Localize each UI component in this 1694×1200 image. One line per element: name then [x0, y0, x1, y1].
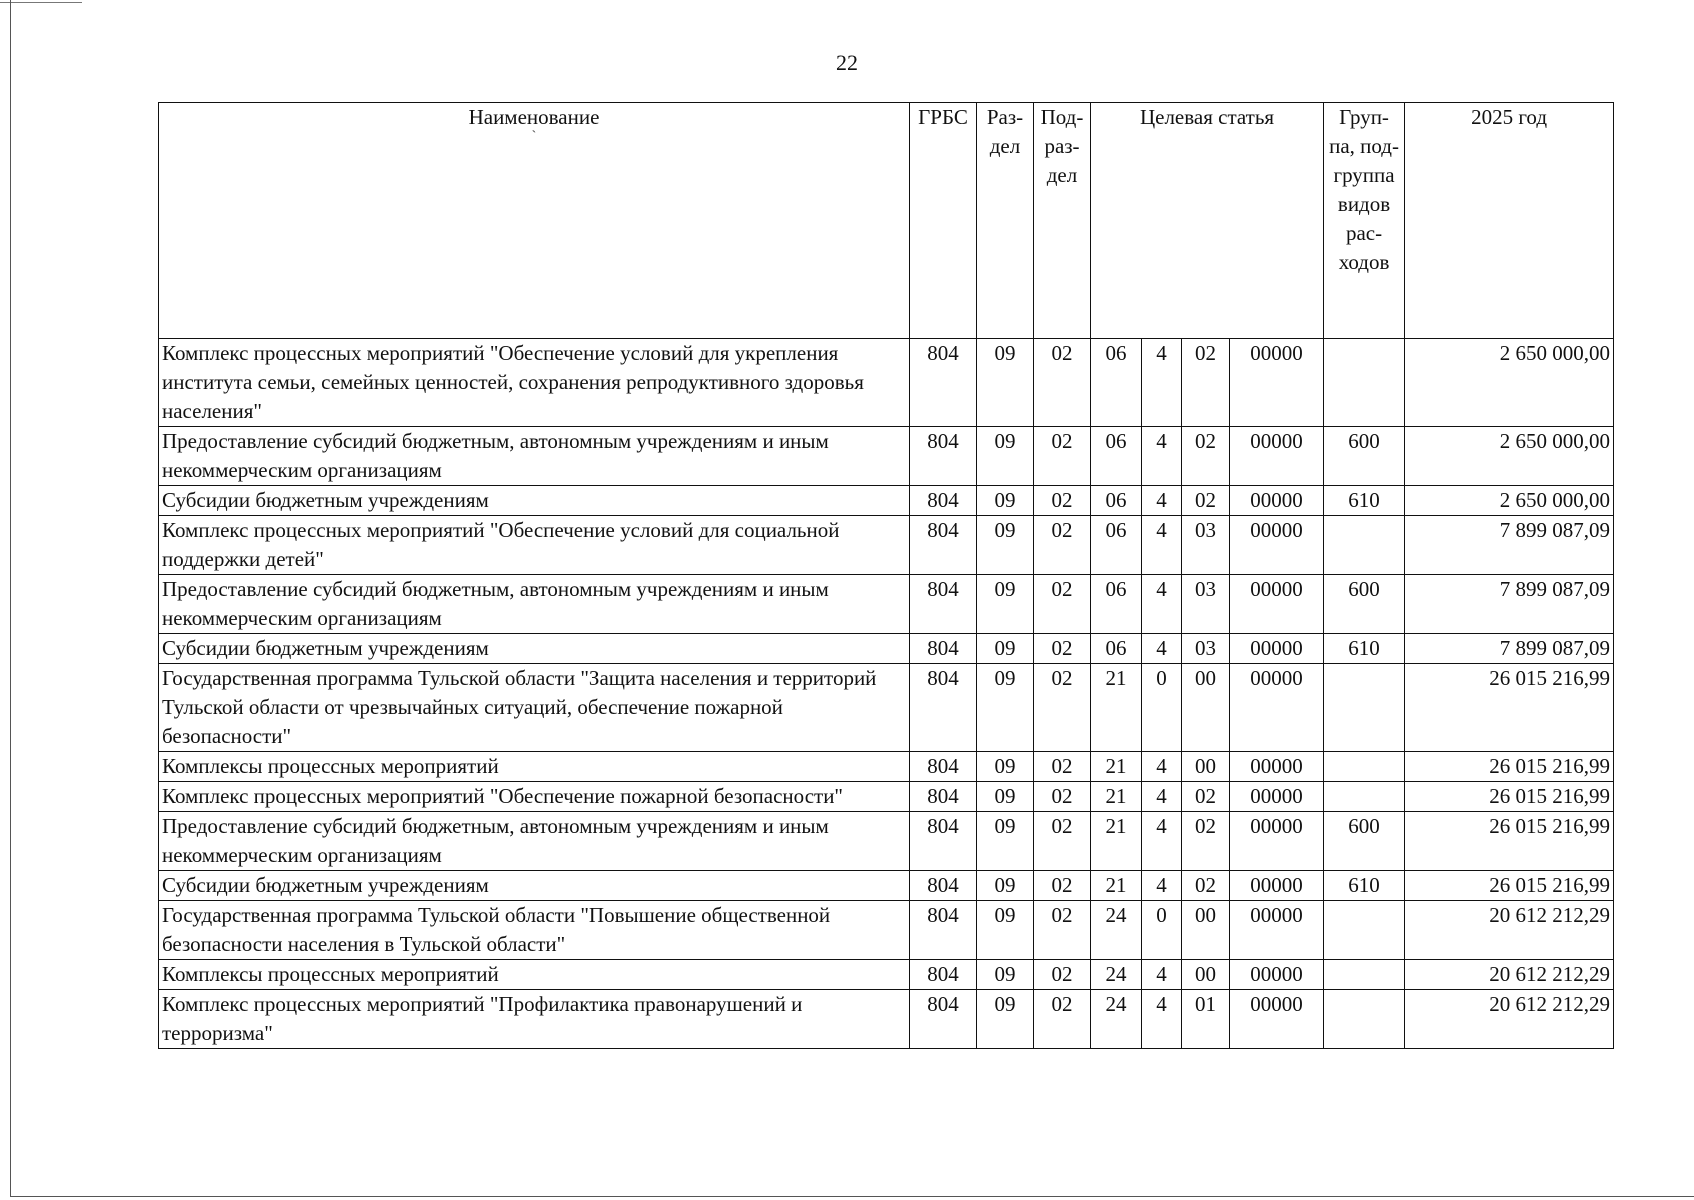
cell-grbs: 804 [910, 752, 977, 782]
table-body [159, 339, 1614, 1049]
cell-section: 09 [977, 575, 1034, 634]
cell-target-direction: 00000 [1230, 871, 1324, 901]
cell-target-subprogram: 01 [1182, 990, 1230, 1049]
cell-section: 09 [977, 960, 1034, 990]
cell-subsection: 02 [1034, 427, 1091, 486]
cell-target-subprogram: 02 [1182, 486, 1230, 516]
cell-target-direction: 00000 [1230, 960, 1324, 990]
cell-target-subprogram: 02 [1182, 871, 1230, 901]
cell-grbs: 804 [910, 960, 977, 990]
cell-expense-group [1324, 990, 1405, 1049]
cell-target-subprogram: 02 [1182, 427, 1230, 486]
cell-name: Предоставление субсидий бюджетным, автономным учреждениям и иным некоммерческим организациям [159, 427, 910, 486]
cell-target-program: 21 [1091, 812, 1142, 871]
cell-name: Субсидии бюджетным учреждениям [159, 871, 910, 901]
header-subsection: Под-раз-дел [1034, 103, 1091, 339]
cell-section: 09 [977, 812, 1034, 871]
table-row [159, 812, 1614, 871]
cell-target-direction: 00000 [1230, 782, 1324, 812]
cell-name: Комплекс процессных мероприятий "Обеспечение пожарной безопасности" [159, 782, 910, 812]
cell-expense-group [1324, 664, 1405, 752]
cell-expense-group: 600 [1324, 812, 1405, 871]
cell-expense-group [1324, 516, 1405, 575]
cell-section: 09 [977, 664, 1034, 752]
cell-grbs: 804 [910, 575, 977, 634]
cell-target-subprogram: 02 [1182, 812, 1230, 871]
cell-target-type: 4 [1142, 990, 1182, 1049]
cell-subsection: 02 [1034, 960, 1091, 990]
cell-target-direction: 00000 [1230, 812, 1324, 871]
cell-target-type: 4 [1142, 812, 1182, 871]
cell-target-type: 4 [1142, 960, 1182, 990]
cell-expense-group [1324, 752, 1405, 782]
header-year: 2025 год [1405, 103, 1614, 339]
cell-grbs: 804 [910, 339, 977, 427]
cell-target-subprogram: 00 [1182, 664, 1230, 752]
cell-subsection: 02 [1034, 812, 1091, 871]
cell-amount: 7 899 087,09 [1405, 634, 1614, 664]
table-row [159, 960, 1614, 990]
cell-target-type: 0 [1142, 664, 1182, 752]
cell-section: 09 [977, 339, 1034, 427]
cell-section: 09 [977, 782, 1034, 812]
cell-grbs: 804 [910, 634, 977, 664]
cell-grbs: 804 [910, 812, 977, 871]
cell-target-subprogram: 03 [1182, 634, 1230, 664]
cell-amount: 26 015 216,99 [1405, 752, 1614, 782]
cell-target-subprogram: 02 [1182, 782, 1230, 812]
table-row [159, 427, 1614, 486]
cell-name: Предоставление субсидий бюджетным, автономным учреждениям и иным некоммерческим организациям [159, 575, 910, 634]
cell-expense-group: 610 [1324, 871, 1405, 901]
cell-expense-group: 610 [1324, 634, 1405, 664]
table-row [159, 990, 1614, 1049]
table-row [159, 634, 1614, 664]
cell-target-program: 21 [1091, 664, 1142, 752]
cell-grbs: 804 [910, 901, 977, 960]
cell-target-direction: 00000 [1230, 634, 1324, 664]
table-row [159, 871, 1614, 901]
header-grbs: ГРБС [910, 103, 977, 339]
cell-name: Предоставление субсидий бюджетным, автономным учреждениям и иным некоммерческим организациям [159, 812, 910, 871]
cell-name: Комплекс процессных мероприятий "Профилактика правонарушений и терроризма" [159, 990, 910, 1049]
header-target: Целевая статья [1091, 103, 1324, 339]
cell-section: 09 [977, 516, 1034, 575]
cell-target-type: 4 [1142, 486, 1182, 516]
cell-target-type: 4 [1142, 752, 1182, 782]
cell-section: 09 [977, 752, 1034, 782]
cell-target-program: 24 [1091, 960, 1142, 990]
cell-target-direction: 00000 [1230, 427, 1324, 486]
cell-subsection: 02 [1034, 575, 1091, 634]
cell-target-direction: 00000 [1230, 901, 1324, 960]
cell-subsection: 02 [1034, 486, 1091, 516]
budget-table [158, 102, 1614, 1049]
table-row [159, 752, 1614, 782]
cell-target-type: 4 [1142, 575, 1182, 634]
cell-expense-group [1324, 339, 1405, 427]
table-row [159, 782, 1614, 812]
cell-grbs: 804 [910, 871, 977, 901]
cell-subsection: 02 [1034, 901, 1091, 960]
cell-section: 09 [977, 634, 1034, 664]
cell-target-program: 06 [1091, 486, 1142, 516]
cell-amount: 26 015 216,99 [1405, 871, 1614, 901]
cell-grbs: 804 [910, 990, 977, 1049]
cell-name: Государственная программа Тульской области "Повышение общественной безопасности населения в Тульской области" [159, 901, 910, 960]
cell-subsection: 02 [1034, 990, 1091, 1049]
cell-target-direction: 00000 [1230, 752, 1324, 782]
header-group: Груп-па, под-группа видов рас-ходов [1324, 103, 1405, 339]
cell-subsection: 02 [1034, 664, 1091, 752]
cell-target-type: 0 [1142, 901, 1182, 960]
cell-section: 09 [977, 486, 1034, 516]
cell-grbs: 804 [910, 427, 977, 486]
cell-expense-group: 600 [1324, 427, 1405, 486]
cell-section: 09 [977, 990, 1034, 1049]
table-row [159, 575, 1614, 634]
cell-target-type: 4 [1142, 782, 1182, 812]
cell-amount: 20 612 212,29 [1405, 990, 1614, 1049]
cell-target-type: 4 [1142, 427, 1182, 486]
cell-grbs: 804 [910, 516, 977, 575]
cell-amount: 26 015 216,99 [1405, 812, 1614, 871]
cell-amount: 26 015 216,99 [1405, 782, 1614, 812]
cell-target-type: 4 [1142, 516, 1182, 575]
cell-amount: 26 015 216,99 [1405, 664, 1614, 752]
cell-target-subprogram: 03 [1182, 575, 1230, 634]
cell-name: Субсидии бюджетным учреждениям [159, 486, 910, 516]
cell-amount: 2 650 000,00 [1405, 427, 1614, 486]
cell-name: Комплекс процессных мероприятий "Обеспечение условий для укрепления института семьи, семейных ценностей, сохранения репродуктивного здоровья населения" [159, 339, 910, 427]
cell-target-subprogram: 00 [1182, 960, 1230, 990]
cell-expense-group [1324, 782, 1405, 812]
cell-target-program: 06 [1091, 339, 1142, 427]
cell-grbs: 804 [910, 486, 977, 516]
cell-target-program: 24 [1091, 990, 1142, 1049]
scan-edge-left [10, 0, 11, 1196]
cell-amount: 20 612 212,29 [1405, 960, 1614, 990]
header-name: Наименование ` [159, 103, 910, 339]
cell-target-program: 21 [1091, 871, 1142, 901]
cell-target-direction: 00000 [1230, 575, 1324, 634]
cell-subsection: 02 [1034, 782, 1091, 812]
cell-target-type: 4 [1142, 871, 1182, 901]
cell-name: Субсидии бюджетным учреждениям [159, 634, 910, 664]
cell-name: Комплексы процессных мероприятий [159, 752, 910, 782]
cell-subsection: 02 [1034, 634, 1091, 664]
table-row [159, 339, 1614, 427]
cell-target-program: 21 [1091, 752, 1142, 782]
cell-target-type: 4 [1142, 634, 1182, 664]
cell-name: Государственная программа Тульской области "Защита населения и территорий Тульской области от чрезвычайных ситуаций, обеспечение пожарной безопасности" [159, 664, 910, 752]
cell-amount: 7 899 087,09 [1405, 575, 1614, 634]
cell-expense-group [1324, 901, 1405, 960]
cell-subsection: 02 [1034, 871, 1091, 901]
cell-subsection: 02 [1034, 752, 1091, 782]
cell-target-program: 06 [1091, 427, 1142, 486]
cell-target-subprogram: 00 [1182, 901, 1230, 960]
cell-section: 09 [977, 901, 1034, 960]
scan-edge-top [0, 2, 82, 3]
cell-section: 09 [977, 871, 1034, 901]
cell-amount: 7 899 087,09 [1405, 516, 1614, 575]
cell-subsection: 02 [1034, 339, 1091, 427]
cell-target-subprogram: 00 [1182, 752, 1230, 782]
cell-target-direction: 00000 [1230, 990, 1324, 1049]
cell-target-program: 24 [1091, 901, 1142, 960]
cell-subsection: 02 [1034, 516, 1091, 575]
cell-expense-group [1324, 960, 1405, 990]
cell-expense-group: 600 [1324, 575, 1405, 634]
header-name-mark: ` [531, 129, 537, 144]
cell-target-program: 06 [1091, 634, 1142, 664]
cell-target-type: 4 [1142, 339, 1182, 427]
cell-name: Комплексы процессных мероприятий [159, 960, 910, 990]
cell-grbs: 804 [910, 664, 977, 752]
cell-target-program: 06 [1091, 516, 1142, 575]
cell-target-subprogram: 03 [1182, 516, 1230, 575]
header-section: Раз-дел [977, 103, 1034, 339]
table-row [159, 516, 1614, 575]
cell-name: Комплекс процессных мероприятий "Обеспечение условий для социальной поддержки детей" [159, 516, 910, 575]
scan-edge-bottom [10, 1196, 1694, 1197]
cell-target-direction: 00000 [1230, 339, 1324, 427]
page-number: 22 [836, 50, 858, 75]
cell-target-direction: 00000 [1230, 664, 1324, 752]
cell-target-subprogram: 02 [1182, 339, 1230, 427]
cell-target-direction: 00000 [1230, 516, 1324, 575]
cell-grbs: 804 [910, 782, 977, 812]
cell-amount: 2 650 000,00 [1405, 486, 1614, 516]
table-header-row [159, 103, 1614, 339]
cell-target-program: 21 [1091, 782, 1142, 812]
cell-amount: 20 612 212,29 [1405, 901, 1614, 960]
table-row [159, 901, 1614, 960]
cell-target-direction: 00000 [1230, 486, 1324, 516]
cell-section: 09 [977, 427, 1034, 486]
cell-amount: 2 650 000,00 [1405, 339, 1614, 427]
table-row [159, 664, 1614, 752]
cell-expense-group: 610 [1324, 486, 1405, 516]
table-row [159, 486, 1614, 516]
cell-target-program: 06 [1091, 575, 1142, 634]
